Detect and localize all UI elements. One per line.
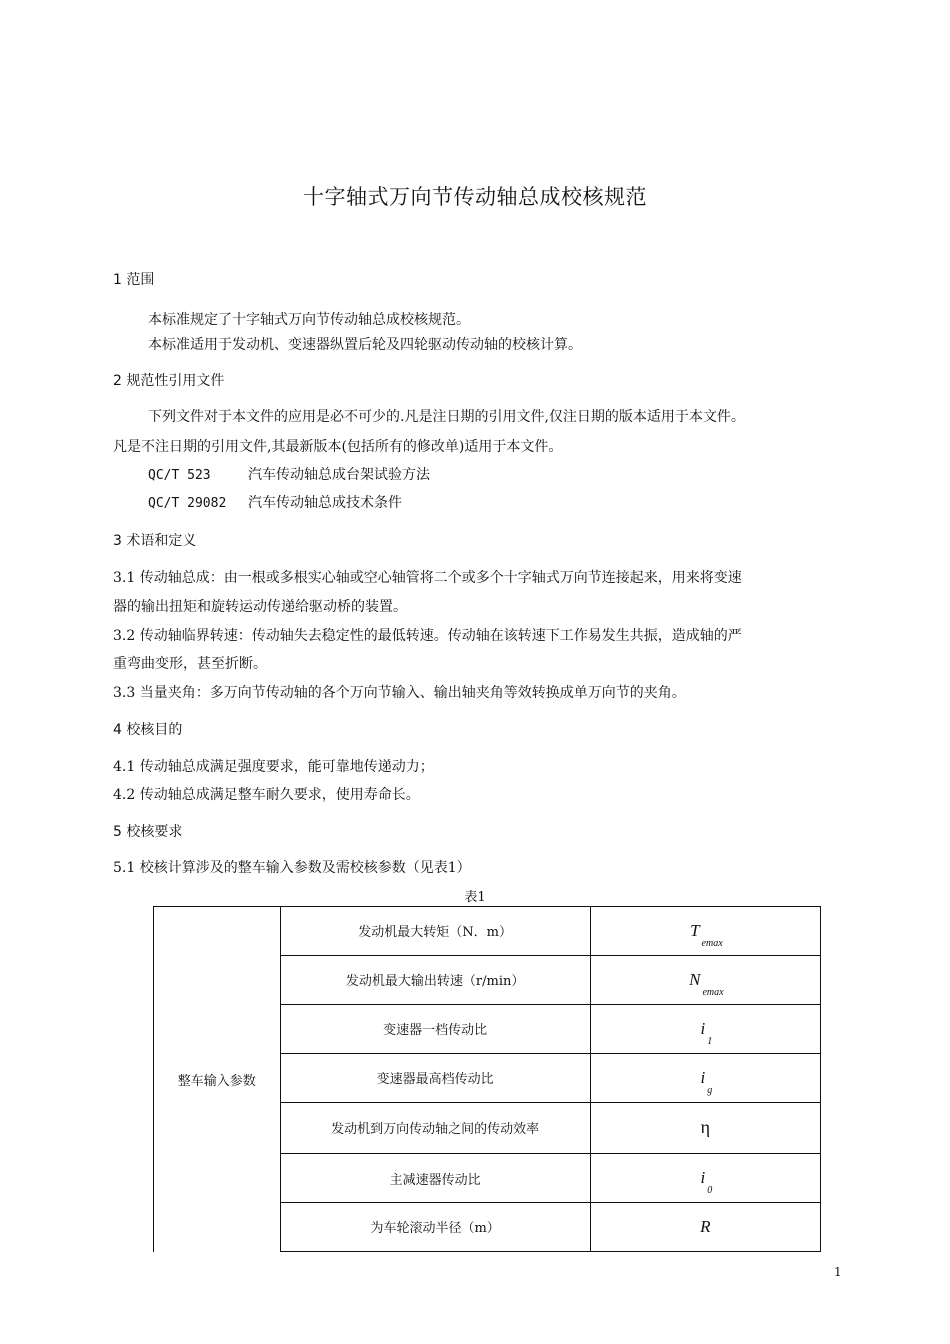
- symbol: i: [700, 1168, 706, 1187]
- symbol-subscript: emax: [701, 937, 723, 949]
- section-1-para-1: 本标准规定了十字轴式万向节传动轴总成校核规范。: [148, 312, 470, 328]
- section-1-para-2: 本标准适用于发动机、变速器纵置后轮及四轮驱动传动轴的校核计算。: [148, 337, 582, 353]
- group-label-cell: 整车输入参数: [154, 907, 281, 1252]
- section-4-item-1: 4.1 传动轴总成满足强度要求，能可靠地传递动力；: [113, 759, 434, 775]
- parameter-table: [153, 906, 821, 1252]
- table-caption: 表1: [464, 890, 486, 905]
- symbol-subscript: emax: [702, 986, 724, 998]
- param-name-cell: 为车轮滚动半径（m）: [280, 1202, 590, 1251]
- param-name-cell: 变速器一档传动比: [280, 1004, 590, 1053]
- reference-code: QC/T 523: [148, 468, 211, 483]
- symbol-cell: [590, 1102, 820, 1153]
- param-name-cell: 发动机最大输出转速（r/min）: [280, 955, 590, 1004]
- param-name-cell: 发动机最大转矩（N．m）: [280, 907, 590, 956]
- symbol-subscript: 1: [707, 1035, 713, 1047]
- section-1-heading: 1 范围: [113, 272, 155, 288]
- table-row: [154, 907, 821, 956]
- symbol: i: [700, 1067, 706, 1087]
- reference-item: [148, 492, 402, 512]
- reference-item: [148, 464, 430, 484]
- definition-3-3: 3.3 当量夹角：多万向节传动轴的各个万向节输入、输出轴夹角等效转换成单万向节的夹角。: [113, 685, 686, 701]
- definition-3-2-line-1: 3.2 传动轴临界转速：传动轴失去稳定性的最低转速。传动轴在该转速下工作易发生共振，造成轴的严: [113, 628, 742, 644]
- symbol: N: [689, 969, 701, 989]
- symbol-cell: [590, 907, 820, 956]
- reference-name: 汽车传动轴总成技术条件: [248, 495, 402, 511]
- definition-3-2-line-2: 重弯曲变形，甚至折断。: [113, 656, 267, 672]
- reference-name: 汽车传动轴总成台架试验方法: [248, 467, 430, 483]
- section-5-heading: 5 校核要求: [113, 824, 183, 840]
- section-3-heading: 3 术语和定义: [113, 533, 197, 549]
- param-name-cell: 变速器最高档传动比: [280, 1053, 590, 1102]
- document-title: 十字轴式万向节传动轴总成校核规范: [303, 185, 647, 209]
- param-name-cell: 发动机到万向传动轴之间的传动效率: [280, 1102, 590, 1153]
- reference-code: QC/T 29082: [148, 496, 227, 511]
- section-2-para-line-1: 下列文件对于本文件的应用是必不可少的.凡是注日期的引用文件,仅注日期的版本适用于本文件。: [148, 409, 745, 425]
- symbol-cell: [590, 1004, 820, 1053]
- section-2-para-line-2: 凡是不注日期的引用文件,其最新版本(包括所有的修改单)适用于本文件。: [113, 439, 563, 455]
- symbol: i: [700, 1018, 706, 1038]
- page-number: 1: [834, 1265, 842, 1279]
- definition-3-1-line-2: 器的输出扭矩和旋转运动传递给驱动桥的装置。: [113, 599, 407, 615]
- symbol-subscript: g: [707, 1084, 713, 1096]
- symbol: R: [700, 1216, 711, 1236]
- symbol-subscript: 0: [707, 1185, 713, 1196]
- param-name-cell: 主减速器传动比: [280, 1154, 590, 1203]
- section-4-item-2: 4.2 传动轴总成满足整车耐久要求，使用寿命长。: [113, 787, 420, 803]
- definition-3-1-line-1: 3.1 传动轴总成：由一根或多根实心轴或空心轴管将二个或多个十字轴式万向节连接起来，用来将变速: [113, 570, 742, 586]
- section-4-heading: 4 校核目的: [113, 722, 183, 738]
- section-2-heading: 2 规范性引用文件: [113, 373, 225, 389]
- symbol-cell: [590, 1202, 820, 1251]
- symbol-cell: [590, 1053, 820, 1102]
- symbol: η: [700, 1117, 711, 1138]
- symbol-cell: [590, 1154, 820, 1203]
- symbol-cell: [590, 955, 820, 1004]
- section-5-item-1: 5.1 校核计算涉及的整车输入参数及需校核参数（见表1）: [113, 860, 471, 876]
- symbol: T: [690, 920, 700, 940]
